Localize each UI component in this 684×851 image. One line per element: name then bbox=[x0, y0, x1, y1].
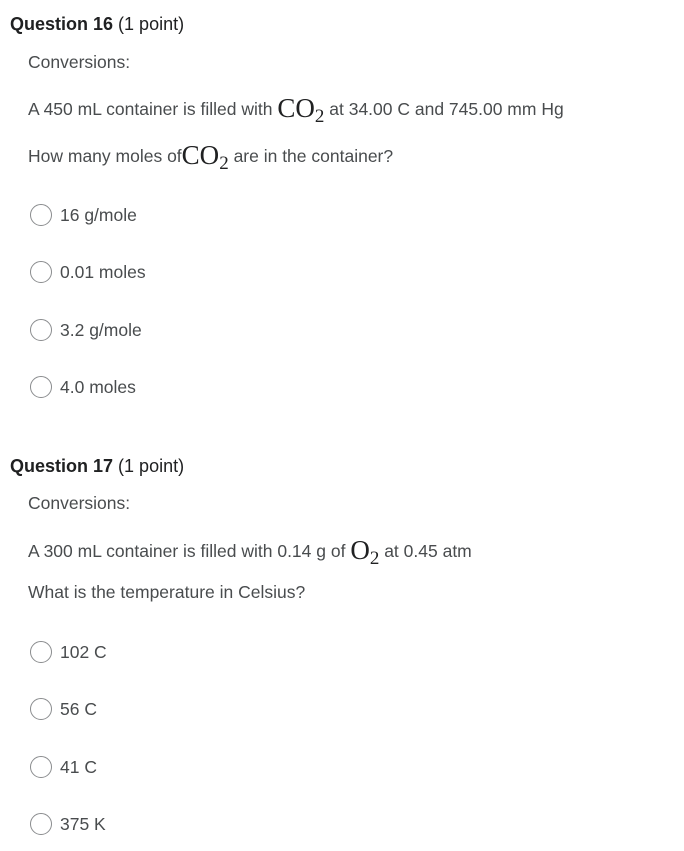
question-points: (1 point) bbox=[118, 456, 185, 476]
answer-choice[interactable] bbox=[30, 754, 97, 780]
question-title bbox=[10, 14, 184, 35]
radio-button[interactable] bbox=[30, 813, 52, 835]
question-category: Conversions: bbox=[28, 493, 131, 513]
radio-button[interactable] bbox=[30, 319, 52, 341]
answer-choice-label: 102 C bbox=[60, 641, 107, 662]
answer-choice[interactable] bbox=[30, 811, 106, 837]
answer-choice-label: 41 C bbox=[60, 756, 97, 777]
question-prompt-line-2 bbox=[28, 140, 394, 174]
question-category: Conversions: bbox=[28, 52, 131, 72]
prompt-text-before: A 450 mL container is filled with bbox=[28, 99, 273, 119]
prompt-text-after: at 34.00 C and 745.00 mm Hg bbox=[329, 99, 564, 119]
question-prompt-line-1 bbox=[28, 93, 564, 127]
answer-choice[interactable] bbox=[30, 696, 97, 722]
radio-button[interactable] bbox=[30, 698, 52, 720]
question-points: (1 point) bbox=[118, 14, 185, 34]
radio-button[interactable] bbox=[30, 376, 52, 398]
answer-choice[interactable] bbox=[30, 317, 142, 343]
answer-choice[interactable] bbox=[30, 259, 146, 285]
radio-button[interactable] bbox=[30, 641, 52, 663]
prompt-text-before: A 300 mL container is filled with 0.14 g of bbox=[28, 541, 346, 561]
chemical-formula: $CO_2$ bbox=[181, 140, 229, 174]
answer-choice[interactable] bbox=[30, 374, 136, 400]
answer-choice[interactable] bbox=[30, 202, 137, 228]
radio-button[interactable] bbox=[30, 204, 52, 226]
radio-button[interactable] bbox=[30, 261, 52, 283]
question-title bbox=[10, 456, 184, 477]
chemical-formula: $CO_2$ bbox=[277, 93, 325, 127]
answer-choice-label: 4.0 moles bbox=[60, 376, 136, 397]
prompt-text-after: at 0.45 atm bbox=[384, 541, 472, 561]
answer-choice-label: 3.2 g/mole bbox=[60, 319, 142, 340]
answer-choice-label: 375 K bbox=[60, 813, 106, 834]
answer-choice-label: 16 g/mole bbox=[60, 204, 137, 225]
question-prompt-line-2: What is the temperature in Celsius? bbox=[28, 582, 306, 602]
question-number: Question 16 bbox=[10, 14, 114, 34]
radio-button[interactable] bbox=[30, 756, 52, 778]
chemical-formula: $O_2$ bbox=[350, 535, 380, 569]
question-number: Question 17 bbox=[10, 456, 114, 476]
answer-choice-label: 56 C bbox=[60, 698, 97, 719]
question-prompt-line-1 bbox=[28, 535, 472, 569]
answer-choice-label: 0.01 moles bbox=[60, 261, 146, 282]
prompt-text-after: are in the container? bbox=[233, 146, 394, 166]
prompt-text-before: How many moles of bbox=[28, 146, 182, 166]
answer-choice[interactable] bbox=[30, 639, 107, 665]
